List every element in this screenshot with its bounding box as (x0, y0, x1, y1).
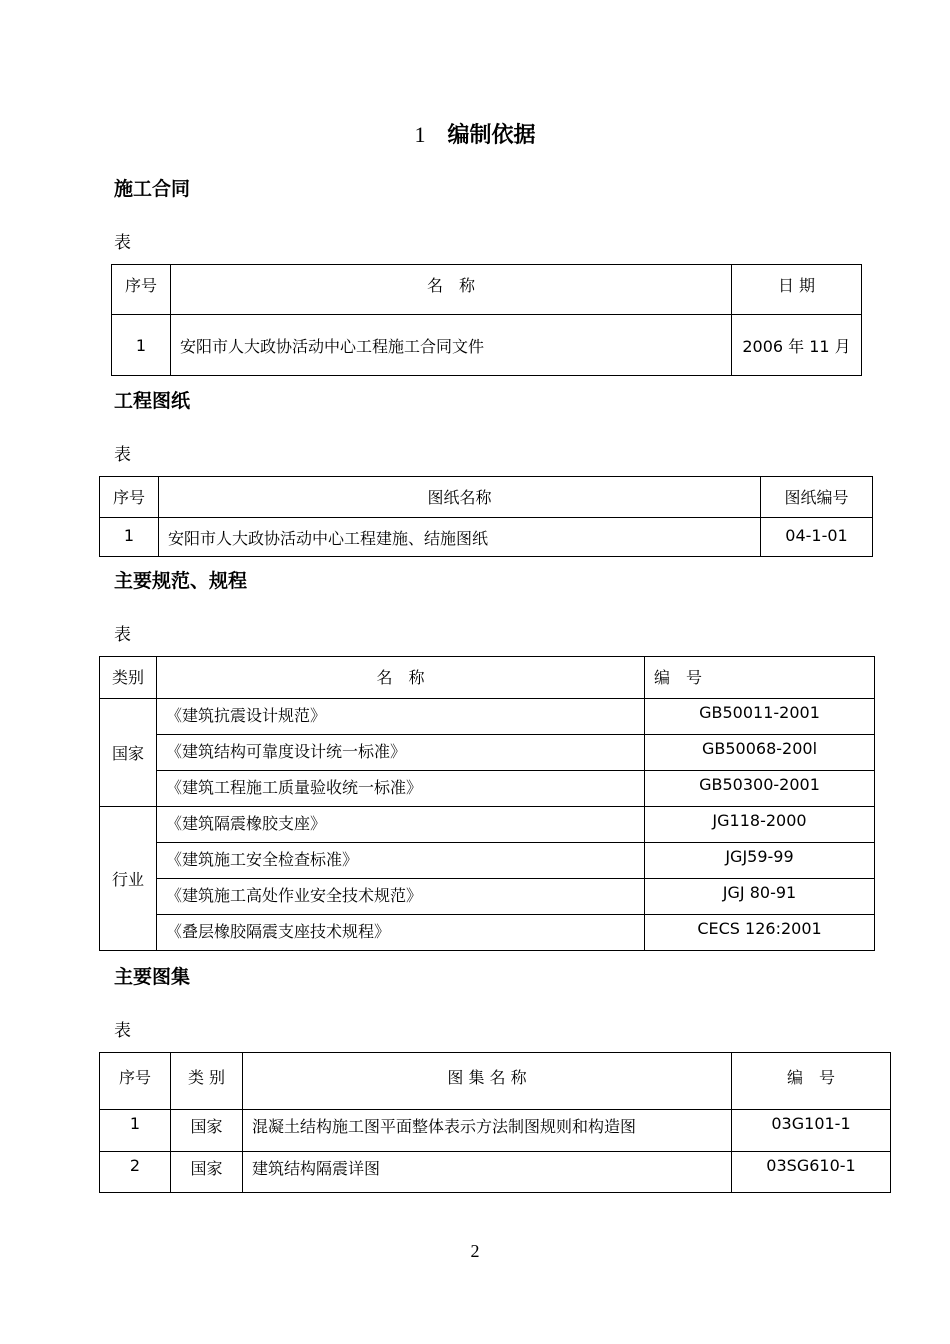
contract-table (111, 264, 862, 376)
standards-table (99, 656, 875, 951)
header-cell: 名 称 (171, 265, 732, 315)
header-cell: 图 集 名 称 (243, 1053, 732, 1110)
title-number: 1 (414, 122, 426, 147)
table-cell: 1 (100, 518, 159, 557)
page-number: 2 (470, 1241, 480, 1261)
table-cell: JG118-2000 (645, 807, 875, 843)
header-cell: 序号 (100, 1053, 171, 1110)
table-label: 表 (114, 445, 131, 465)
table-label: 表 (114, 625, 131, 645)
table-cell: JGJ59-99 (645, 843, 875, 879)
drawings-table (99, 476, 873, 557)
table-cell: 安阳市人大政协活动中心工程施工合同文件 (171, 315, 732, 376)
header-cell: 图纸编号 (761, 477, 873, 518)
title-text: 编制依据 (447, 123, 536, 148)
table-cell: 2006 年 11 月 (732, 315, 862, 376)
table-cell: 《建筑施工安全检查标准》 (157, 843, 645, 879)
category-cell: 行业 (100, 807, 157, 951)
header-cell: 编 号 (732, 1053, 891, 1110)
table-cell: 04-1-01 (761, 518, 873, 557)
table-cell: 03SG610-1 (732, 1152, 891, 1193)
table-cell: CECS 126:2001 (645, 915, 875, 951)
table-cell: GB50011-2001 (645, 699, 875, 735)
table-cell: 《建筑抗震设计规范》 (157, 699, 645, 735)
table-cell: 2 (100, 1152, 171, 1193)
section-heading-drawings: 工程图纸 (114, 390, 191, 412)
atlases-table (99, 1052, 891, 1193)
table-cell: 1 (112, 315, 171, 376)
header-cell: 序号 (112, 265, 171, 315)
table-cell: GB50300-2001 (645, 771, 875, 807)
section-heading-contract: 施工合同 (114, 178, 191, 200)
header-cell: 序号 (100, 477, 159, 518)
table-cell: 国家 (171, 1152, 243, 1193)
page-title (0, 118, 950, 149)
table-cell: 安阳市人大政协活动中心工程建施、结施图纸 (159, 518, 761, 557)
header-cell: 编 号 (645, 657, 875, 699)
header-cell: 日 期 (732, 265, 862, 315)
table-cell: GB50068-200l (645, 735, 875, 771)
table-cell: 《建筑隔震橡胶支座》 (157, 807, 645, 843)
table-cell: 《叠层橡胶隔震支座技术规程》 (157, 915, 645, 951)
header-cell: 类别 (100, 657, 157, 699)
header-cell: 名 称 (157, 657, 645, 699)
table-label: 表 (114, 1021, 131, 1041)
category-cell: 国家 (100, 699, 157, 807)
table-cell: 03G101-1 (732, 1110, 891, 1152)
table-label: 表 (114, 233, 131, 253)
table-cell: JGJ 80-91 (645, 879, 875, 915)
table-cell: 《建筑结构可靠度设计统一标准》 (157, 735, 645, 771)
table-cell: 国家 (171, 1110, 243, 1152)
table-cell: 1 (100, 1110, 171, 1152)
table-cell: 建筑结构隔震详图 (243, 1152, 732, 1193)
header-cell: 类 别 (171, 1053, 243, 1110)
section-heading-atlases: 主要图集 (114, 966, 191, 988)
table-cell: 《建筑施工高处作业安全技术规范》 (157, 879, 645, 915)
section-heading-standards: 主要规范、规程 (114, 570, 248, 592)
table-cell: 《建筑工程施工质量验收统一标准》 (157, 771, 645, 807)
header-cell: 图纸名称 (159, 477, 761, 518)
table-cell: 混凝土结构施工图平面整体表示方法制图规则和构造图 (243, 1110, 732, 1152)
